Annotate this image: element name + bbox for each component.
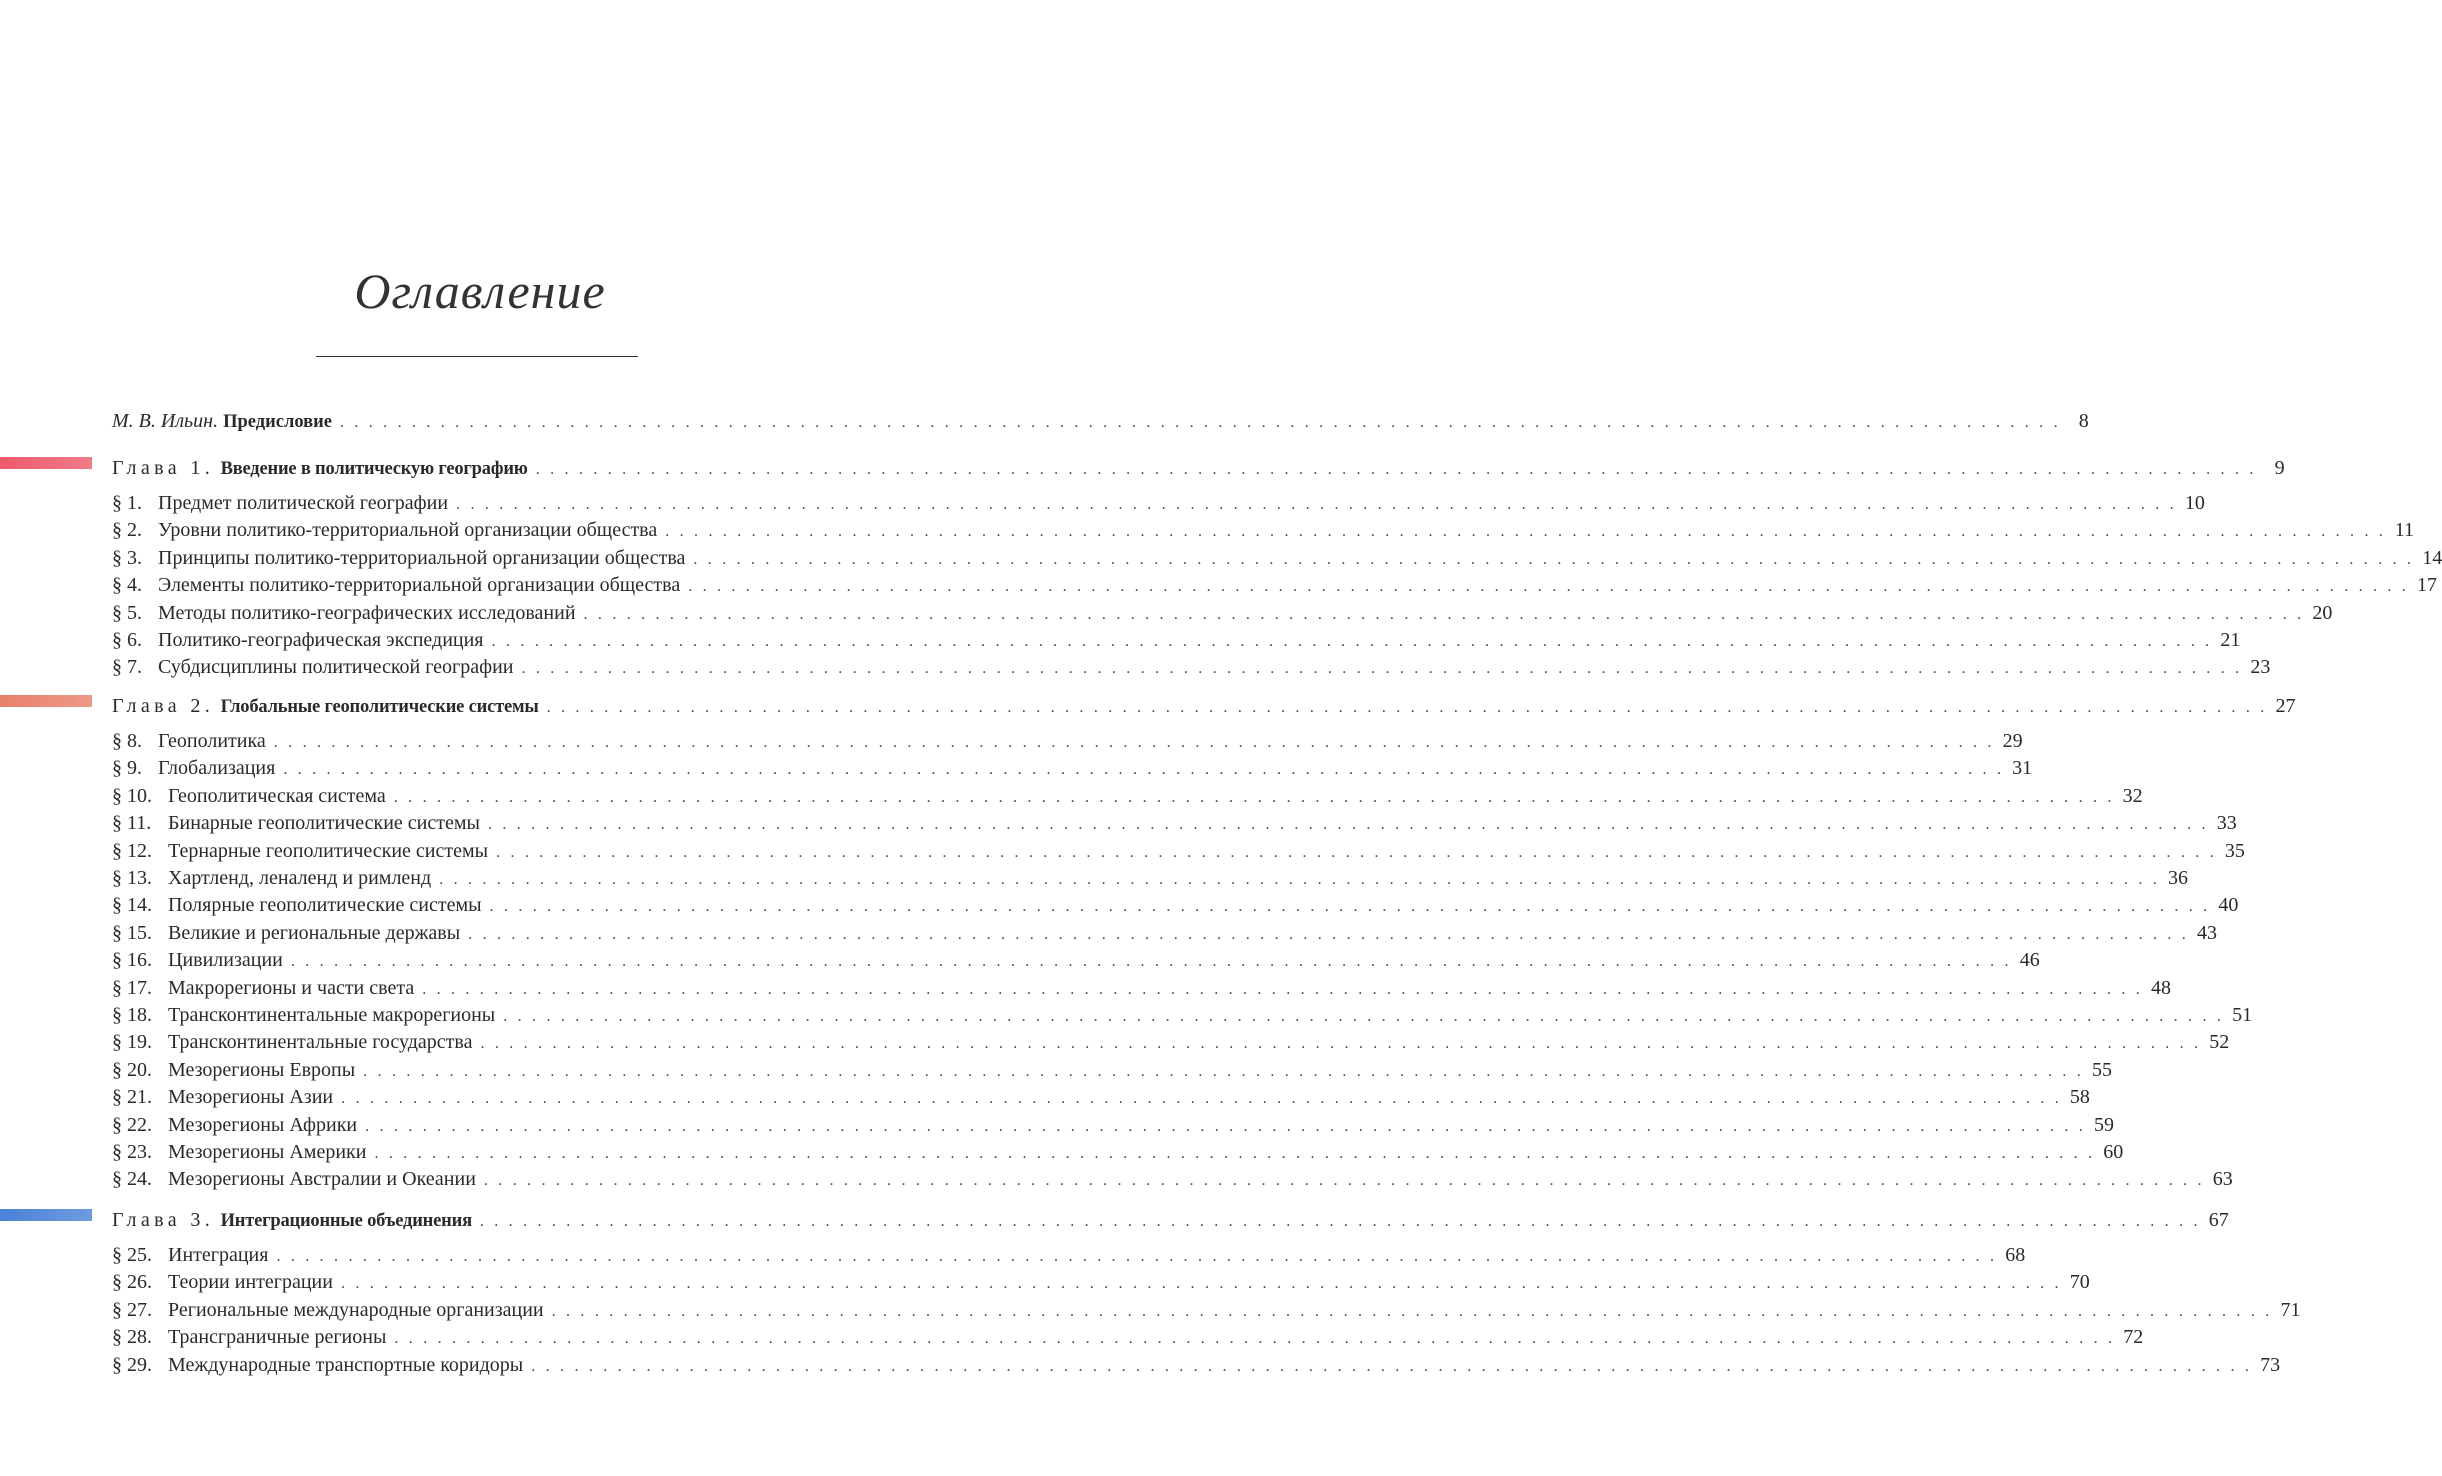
- chapter-label: Глава 3.: [112, 1209, 215, 1231]
- page-number: 36: [2168, 867, 2188, 889]
- section-title: Хартленд, леналенд и римленд: [168, 867, 432, 889]
- entry-text: [112, 810, 480, 836]
- page-number: 51: [2232, 1004, 2253, 1026]
- chapter-color-bar: [0, 1209, 92, 1221]
- section-number: § 19.: [112, 1031, 152, 1053]
- page-number: 33: [2216, 812, 2237, 834]
- page-number: 35: [2224, 840, 2245, 862]
- toc-chapter-row[interactable]: [112, 1207, 2229, 1233]
- toc-chapter-row[interactable]: [112, 455, 2285, 481]
- page-number: 43: [2197, 922, 2217, 944]
- entry-text: [112, 783, 386, 809]
- dot-leader: . . . . . . . . . . . . . . . . . . . . . . . . . . . . . . . . . . . . . . . . . . . . . . . . . . . . . . . . . . . . . . . . . . . . . . . . . . . . . . . . . . . . . . . . . . . . . . . . . . . . . . . . . . . . . . . . . . . . . . . .: [439, 871, 2160, 888]
- page-number: 20: [2312, 602, 2333, 624]
- toc-section-row[interactable]: [112, 654, 2271, 680]
- section-number: § 4.: [112, 574, 142, 596]
- section-title: Великие и региональные державы: [168, 922, 461, 944]
- entry-text: [112, 865, 431, 891]
- section-title: Субдисциплины политической географии: [158, 656, 514, 678]
- page-number: 9: [2274, 457, 2285, 479]
- entry-text: [112, 975, 414, 1001]
- toc-section-row[interactable]: [112, 545, 2442, 571]
- page-number: 11: [2394, 519, 2415, 541]
- section-number: § 26.: [112, 1271, 152, 1293]
- dot-leader: . . . . . . . . . . . . . . . . . . . . . . . . . . . . . . . . . . . . . . . . . . . . . . . . . . . . . . . . . . . . . . . . . . . . . . . . . . . . . . . . . . . . . . . . . . . . . . . . . . . . . . . . . . . . . . . . . . . . . . . .: [521, 660, 2243, 677]
- entry-text: [112, 1029, 472, 1055]
- toc-section-row[interactable]: [112, 1324, 2144, 1350]
- entry-text: [112, 490, 448, 516]
- entry-text: [112, 1207, 472, 1234]
- section-title: Методы политико-географических исследований: [158, 602, 576, 624]
- section-title: Мезорегионы Азии: [168, 1086, 334, 1108]
- toc-section-row[interactable]: [112, 572, 2438, 598]
- entry-text: [112, 1057, 355, 1083]
- section-number: § 20.: [112, 1059, 152, 1081]
- section-number: § 15.: [112, 922, 152, 944]
- entry-text: [112, 838, 488, 864]
- entry-text: [112, 755, 275, 781]
- section-title: Глобализация: [158, 757, 276, 779]
- dot-leader: . . . . . . . . . . . . . . . . . . . . . . . . . . . . . . . . . . . . . . . . . . . . . . . . . . . . . . . . . . . . . . . . . . . . . . . . . . . . . . . . . . . . . . . . . . . . . . . . . . . . . . . . . . . . . . . . . . . . . . . .: [496, 844, 2217, 861]
- toc-section-row[interactable]: [112, 627, 2241, 653]
- section-title: Теории интеграции: [168, 1271, 333, 1293]
- page-number: 46: [2019, 949, 2040, 971]
- chapter-title: Интеграционные объединения: [216, 1211, 472, 1231]
- page-number: 71: [2280, 1299, 2301, 1321]
- section-title: Трансконтинентальные государства: [168, 1031, 473, 1053]
- toc-section-row[interactable]: [112, 975, 2172, 1001]
- dot-leader: . . . . . . . . . . . . . . . . . . . . . . . . . . . . . . . . . . . . . . . . . . . . . . . . . . . . . . . . . . . . . . . . . . . . . . . . . . . . . . . . . . . . . . . . . . . . . . . . . . . . . . . . . . . . . . . . . . . . . . . .: [468, 926, 2189, 943]
- dot-leader: . . . . . . . . . . . . . . . . . . . . . . . . . . . . . . . . . . . . . . . . . . . . . . . . . . . . . . . . . . . . . . . . . . . . . . . . . . . . . . . . . . . . . . . . . . . . . . . . . . . . . . . . . . . . . . . . . . . . . . . .: [583, 606, 2305, 623]
- toc-section-row[interactable]: [112, 1057, 2112, 1083]
- section-title: Цивилизации: [168, 949, 283, 971]
- dot-leader: . . . . . . . . . . . . . . . . . . . . . . . . . . . . . . . . . . . . . . . . . . . . . . . . . . . . . . . . . . . . . . . . . . . . . . . . . . . . . . . . . . . . . . . . . . . . . . . . . . . . . . . . . . . . . . . . . . . . . . . .: [480, 1035, 2202, 1052]
- dot-leader: . . . . . . . . . . . . . . . . . . . . . . . . . . . . . . . . . . . . . . . . . . . . . . . . . . . . . . . . . . . . . . . . . . . . . . . . . . . . . . . . . . . . . . . . . . . . . . . . . . . . . . . . . . . . . . . . . . . . . . . .: [339, 414, 2061, 431]
- section-number: § 12.: [112, 840, 152, 862]
- dot-leader: . . . . . . . . . . . . . . . . . . . . . . . . . . . . . . . . . . . . . . . . . . . . . . . . . . . . . . . . . . . . . . . . . . . . . . . . . . . . . . . . . . . . . . . . . . . . . . . . . . . . . . . . . . . . . . . . . . . . . . . .: [394, 1330, 2116, 1347]
- section-number: § 1.: [112, 492, 142, 514]
- toc-section-row[interactable]: [112, 783, 2143, 809]
- page-number: 68: [2005, 1244, 2026, 1266]
- section-title: Трансграничные регионы: [168, 1326, 387, 1348]
- dot-leader: . . . . . . . . . . . . . . . . . . . . . . . . . . . . . . . . . . . . . . . . . . . . . . . . . . . . . . . . . . . . . . . . . . . . . . . . . . . . . . . . . . . . . . . . . . . . . . . . . . . . . . . . . . . . . . . . . . . . . . . .: [365, 1118, 2086, 1135]
- entry-text: [112, 920, 460, 946]
- dot-leader: . . . . . . . . . . . . . . . . . . . . . . . . . . . . . . . . . . . . . . . . . . . . . . . . . . . . . . . . . . . . . . . . . . . . . . . . . . . . . . . . . . . . . . . . . . . . . . . . . . . . . . . . . . . . . . . . . . . . . . . .: [290, 953, 2012, 970]
- section-number: § 25.: [112, 1244, 152, 1266]
- section-number: § 21.: [112, 1086, 152, 1108]
- toc-preface-row[interactable]: [112, 408, 2089, 434]
- section-number: § 14.: [112, 894, 152, 916]
- preface-label: Предисловие: [223, 412, 332, 432]
- chapter-title: Введение в политическую географию: [216, 459, 528, 479]
- dot-leader: . . . . . . . . . . . . . . . . . . . . . . . . . . . . . . . . . . . . . . . . . . . . . . . . . . . . . . . . . . . . . . . . . . . . . . . . . . . . . . . . . . . . . . . . . . . . . . . . . . . . . . . . . . . . . . . . . . . . . . . .: [546, 699, 2268, 716]
- entry-text: [112, 1242, 268, 1268]
- section-number: § 24.: [112, 1168, 152, 1190]
- page-number: 40: [2218, 894, 2239, 916]
- section-title: Геополитическая система: [168, 785, 386, 807]
- section-title: Мезорегионы Африки: [168, 1114, 358, 1136]
- page-number: 59: [2093, 1114, 2114, 1136]
- section-number: § 17.: [112, 977, 152, 999]
- toc-section-row[interactable]: [112, 1139, 2124, 1165]
- toc-section-row[interactable]: [112, 1269, 2090, 1295]
- chapter-color-bar: [0, 457, 92, 469]
- toc-section-row[interactable]: [112, 600, 2333, 626]
- page-number: 48: [2151, 977, 2172, 999]
- toc-section-row[interactable]: [112, 728, 2023, 754]
- section-title: Региональные международные организации: [168, 1299, 544, 1321]
- toc-section-row[interactable]: [112, 838, 2245, 864]
- section-number: § 6.: [112, 629, 142, 651]
- section-number: § 16.: [112, 949, 152, 971]
- title-underline: [316, 356, 638, 357]
- dot-leader: . . . . . . . . . . . . . . . . . . . . . . . . . . . . . . . . . . . . . . . . . . . . . . . . . . . . . . . . . . . . . . . . . . . . . . . . . . . . . . . . . . . . . . . . . . . . . . . . . . . . . . . . . . . . . . . . . . . . . . . .: [273, 734, 1995, 751]
- entry-text: [112, 455, 528, 482]
- entry-text: [112, 693, 539, 720]
- page-number: 31: [2012, 757, 2033, 779]
- section-number: § 18.: [112, 1004, 152, 1026]
- page-number: 27: [2275, 695, 2296, 717]
- section-title: Мезорегионы Европы: [168, 1059, 356, 1081]
- section-title: Уровни политико-территориальной организации общества: [158, 519, 658, 541]
- toc-section-row[interactable]: [112, 1112, 2114, 1138]
- toc-section-row[interactable]: [112, 1352, 2281, 1378]
- section-number: § 23.: [112, 1141, 152, 1163]
- page-number: 55: [2091, 1059, 2112, 1081]
- dot-leader: . . . . . . . . . . . . . . . . . . . . . . . . . . . . . . . . . . . . . . . . . . . . . . . . . . . . . . . . . . . . . . . . . . . . . . . . . . . . . . . . . . . . . . . . . . . . . . . . . . . . . . . . . . . . . . . . . . . . . . . .: [374, 1145, 2096, 1162]
- section-number: § 2.: [112, 519, 142, 541]
- page-number: 73: [2260, 1354, 2281, 1376]
- section-number: § 22.: [112, 1114, 152, 1136]
- section-number: § 3.: [112, 547, 142, 569]
- section-number: § 29.: [112, 1354, 152, 1376]
- page-number: 17: [2417, 574, 2438, 596]
- entry-text: [112, 1139, 366, 1165]
- toc-section-row[interactable]: [112, 892, 2239, 918]
- dot-leader: . . . . . . . . . . . . . . . . . . . . . . . . . . . . . . . . . . . . . . . . . . . . . . . . . . . . . . . . . . . . . . . . . . . . . . . . . . . . . . . . . . . . . . . . . . . . . . . . . . . . . . . . . . . . . . . . . . . . . . . .: [503, 1008, 2225, 1025]
- dot-leader: . . . . . . . . . . . . . . . . . . . . . . . . . . . . . . . . . . . . . . . . . . . . . . . . . . . . . . . . . . . . . . . . . . . . . . . . . . . . . . . . . . . . . . . . . . . . . . . . . . . . . . . . . . . . . . . . . . . . . . . .: [422, 981, 2144, 998]
- entry-text: [112, 947, 283, 973]
- page-number: 8: [2078, 410, 2089, 432]
- toc-section-row[interactable]: [112, 1297, 2301, 1323]
- toc-section-row[interactable]: [112, 947, 2040, 973]
- dot-leader: . . . . . . . . . . . . . . . . . . . . . . . . . . . . . . . . . . . . . . . . . . . . . . . . . . . . . . . . . . . . . . . . . . . . . . . . . . . . . . . . . . . . . . . . . . . . . . . . . . . . . . . . . . . . . . . . . . . . . . . .: [688, 578, 2410, 595]
- dot-leader: . . . . . . . . . . . . . . . . . . . . . . . . . . . . . . . . . . . . . . . . . . . . . . . . . . . . . . . . . . . . . . . . . . . . . . . . . . . . . . . . . . . . . . . . . . . . . . . . . . . . . . . . . . . . . . . . . . . . . . . .: [276, 1248, 1998, 1265]
- section-title: Бинарные геополитические системы: [168, 812, 480, 834]
- dot-leader: . . . . . . . . . . . . . . . . . . . . . . . . . . . . . . . . . . . . . . . . . . . . . . . . . . . . . . . . . . . . . . . . . . . . . . . . . . . . . . . . . . . . . . . . . . . . . . . . . . . . . . . . . . . . . . . . . . . . . . . .: [340, 1275, 2062, 1292]
- section-title: Макрорегионы и части света: [168, 977, 415, 999]
- dot-leader: . . . . . . . . . . . . . . . . . . . . . . . . . . . . . . . . . . . . . . . . . . . . . . . . . . . . . . . . . . . . . . . . . . . . . . . . . . . . . . . . . . . . . . . . . . . . . . . . . . . . . . . . . . . . . . . . . . . . . . . .: [483, 1172, 2205, 1189]
- page-number: 60: [2103, 1141, 2124, 1163]
- section-title: Элементы политико-территориальной организации общества: [158, 574, 681, 596]
- entry-text: [112, 1269, 333, 1295]
- entry-text: [112, 1324, 386, 1350]
- section-title: Полярные геополитические системы: [168, 894, 482, 916]
- entry-text: [112, 600, 576, 626]
- page-number: 23: [2250, 656, 2271, 678]
- page-number: 10: [2184, 492, 2205, 514]
- toc-section-row[interactable]: [112, 865, 2188, 891]
- dot-leader: . . . . . . . . . . . . . . . . . . . . . . . . . . . . . . . . . . . . . . . . . . . . . . . . . . . . . . . . . . . . . . . . . . . . . . . . . . . . . . . . . . . . . . . . . . . . . . . . . . . . . . . . . . . . . . . . . . . . . . . .: [491, 633, 2213, 650]
- section-title: Предмет политической географии: [158, 492, 449, 514]
- toc-section-row[interactable]: [112, 1242, 2026, 1268]
- entry-text: [112, 627, 484, 653]
- page-number: 63: [2212, 1168, 2233, 1190]
- chapter-label: Глава 1.: [112, 457, 215, 479]
- section-title: Политико-географическая экспедиция: [158, 629, 484, 651]
- dot-leader: . . . . . . . . . . . . . . . . . . . . . . . . . . . . . . . . . . . . . . . . . . . . . . . . . . . . . . . . . . . . . . . . . . . . . . . . . . . . . . . . . . . . . . . . . . . . . . . . . . . . . . . . . . . . . . . . . . . . . . . .: [531, 1358, 2253, 1375]
- toc-section-row[interactable]: [112, 1084, 2090, 1110]
- entry-text: [112, 545, 685, 571]
- dot-leader: . . . . . . . . . . . . . . . . . . . . . . . . . . . . . . . . . . . . . . . . . . . . . . . . . . . . . . . . . . . . . . . . . . . . . . . . . . . . . . . . . . . . . . . . . . . . . . . . . . . . . . . . . . . . . . . . . . . . . . . .: [535, 461, 2257, 478]
- toc-section-row[interactable]: [112, 1029, 2230, 1055]
- dot-leader: . . . . . . . . . . . . . . . . . . . . . . . . . . . . . . . . . . . . . . . . . . . . . . . . . . . . . . . . . . . . . . . . . . . . . . . . . . . . . . . . . . . . . . . . . . . . . . . . . . . . . . . . . . . . . . . . . . . . . . . .: [479, 1213, 2201, 1230]
- section-title: Мезорегионы Америки: [168, 1141, 367, 1163]
- entry-text: [112, 1297, 544, 1323]
- entry-text: [112, 517, 657, 543]
- entry-text: [112, 1002, 495, 1028]
- section-number: § 13.: [112, 867, 152, 889]
- dot-leader: . . . . . . . . . . . . . . . . . . . . . . . . . . . . . . . . . . . . . . . . . . . . . . . . . . . . . . . . . . . . . . . . . . . . . . . . . . . . . . . . . . . . . . . . . . . . . . . . . . . . . . . . . . . . . . . . . . . . . . . .: [487, 816, 2209, 833]
- entry-text: [112, 1084, 333, 1110]
- page-number: 32: [2122, 785, 2143, 807]
- page-number: 29: [2002, 730, 2023, 752]
- dot-leader: . . . . . . . . . . . . . . . . . . . . . . . . . . . . . . . . . . . . . . . . . . . . . . . . . . . . . . . . . . . . . . . . . . . . . . . . . . . . . . . . . . . . . . . . . . . . . . . . . . . . . . . . . . . . . . . . . . . . . . . .: [363, 1063, 2084, 1080]
- section-title: Интеграция: [168, 1244, 269, 1266]
- entry-text: [112, 572, 680, 598]
- section-title: Геополитика: [158, 730, 266, 752]
- chapter-title: Глобальные геополитические системы: [216, 697, 539, 717]
- dot-leader: . . . . . . . . . . . . . . . . . . . . . . . . . . . . . . . . . . . . . . . . . . . . . . . . . . . . . . . . . . . . . . . . . . . . . . . . . . . . . . . . . . . . . . . . . . . . . . . . . . . . . . . . . . . . . . . . . . . . . . . .: [551, 1303, 2273, 1320]
- section-number: § 9.: [112, 757, 142, 779]
- dot-leader: . . . . . . . . . . . . . . . . . . . . . . . . . . . . . . . . . . . . . . . . . . . . . . . . . . . . . . . . . . . . . . . . . . . . . . . . . . . . . . . . . . . . . . . . . . . . . . . . . . . . . . . . . . . . . . . . . . . . . . . .: [456, 496, 2177, 513]
- chapter-color-bar: [0, 695, 92, 707]
- toc-section-row[interactable]: [112, 1166, 2233, 1192]
- section-number: § 7.: [112, 656, 142, 678]
- section-title: Трансконтинентальные макрорегионы: [168, 1004, 496, 1026]
- page-number: 72: [2123, 1326, 2144, 1348]
- section-title: Мезорегионы Австралии и Океании: [168, 1168, 476, 1190]
- toc-section-row[interactable]: [112, 490, 2205, 516]
- preface-author: М. В. Ильин.: [112, 410, 219, 432]
- page-number: 52: [2209, 1031, 2230, 1053]
- entry-text: [112, 654, 514, 680]
- section-number: § 8.: [112, 730, 142, 752]
- section-title: Принципы политико-территориальной организации общества: [158, 547, 686, 569]
- section-number: § 27.: [112, 1299, 152, 1321]
- entry-text: [112, 728, 266, 754]
- section-number: § 28.: [112, 1326, 152, 1348]
- page-number: 21: [2220, 629, 2241, 651]
- page-title: Оглавление: [354, 263, 606, 319]
- section-title: Международные транспортные коридоры: [168, 1354, 524, 1376]
- entry-text: [112, 1112, 357, 1138]
- dot-leader: . . . . . . . . . . . . . . . . . . . . . . . . . . . . . . . . . . . . . . . . . . . . . . . . . . . . . . . . . . . . . . . . . . . . . . . . . . . . . . . . . . . . . . . . . . . . . . . . . . . . . . . . . . . . . . . . . . . . . . . .: [665, 523, 2387, 540]
- dot-leader: . . . . . . . . . . . . . . . . . . . . . . . . . . . . . . . . . . . . . . . . . . . . . . . . . . . . . . . . . . . . . . . . . . . . . . . . . . . . . . . . . . . . . . . . . . . . . . . . . . . . . . . . . . . . . . . . . . . . . . . .: [489, 898, 2211, 915]
- toc-section-row[interactable]: [112, 920, 2217, 946]
- toc-section-row[interactable]: [112, 755, 2033, 781]
- toc-section-row[interactable]: [112, 517, 2415, 543]
- toc-chapter-row[interactable]: [112, 693, 2296, 719]
- dot-leader: . . . . . . . . . . . . . . . . . . . . . . . . . . . . . . . . . . . . . . . . . . . . . . . . . . . . . . . . . . . . . . . . . . . . . . . . . . . . . . . . . . . . . . . . . . . . . . . . . . . . . . . . . . . . . . . . . . . . . . . .: [693, 551, 2415, 568]
- dot-leader: . . . . . . . . . . . . . . . . . . . . . . . . . . . . . . . . . . . . . . . . . . . . . . . . . . . . . . . . . . . . . . . . . . . . . . . . . . . . . . . . . . . . . . . . . . . . . . . . . . . . . . . . . . . . . . . . . . . . . . . .: [393, 789, 2115, 806]
- page-number: 58: [2069, 1086, 2090, 1108]
- entry-text: [112, 892, 482, 918]
- toc-section-row[interactable]: [112, 810, 2237, 836]
- chapter-label: Глава 2.: [112, 695, 215, 717]
- entry-text: [112, 1166, 476, 1192]
- dot-leader: . . . . . . . . . . . . . . . . . . . . . . . . . . . . . . . . . . . . . . . . . . . . . . . . . . . . . . . . . . . . . . . . . . . . . . . . . . . . . . . . . . . . . . . . . . . . . . . . . . . . . . . . . . . . . . . . . . . . . . . .: [341, 1090, 2062, 1107]
- entry-text: [112, 1352, 523, 1378]
- section-number: § 10.: [112, 785, 152, 807]
- dot-leader: . . . . . . . . . . . . . . . . . . . . . . . . . . . . . . . . . . . . . . . . . . . . . . . . . . . . . . . . . . . . . . . . . . . . . . . . . . . . . . . . . . . . . . . . . . . . . . . . . . . . . . . . . . . . . . . . . . . . . . . .: [283, 761, 2005, 778]
- toc-section-row[interactable]: [112, 1002, 2253, 1028]
- section-number: § 5.: [112, 602, 142, 624]
- section-number: § 11.: [112, 812, 152, 834]
- section-title: Тернарные геополитические системы: [168, 840, 489, 862]
- page-number: 67: [2208, 1209, 2229, 1231]
- page-number: 70: [2069, 1271, 2090, 1293]
- page-number: 14: [2422, 547, 2442, 569]
